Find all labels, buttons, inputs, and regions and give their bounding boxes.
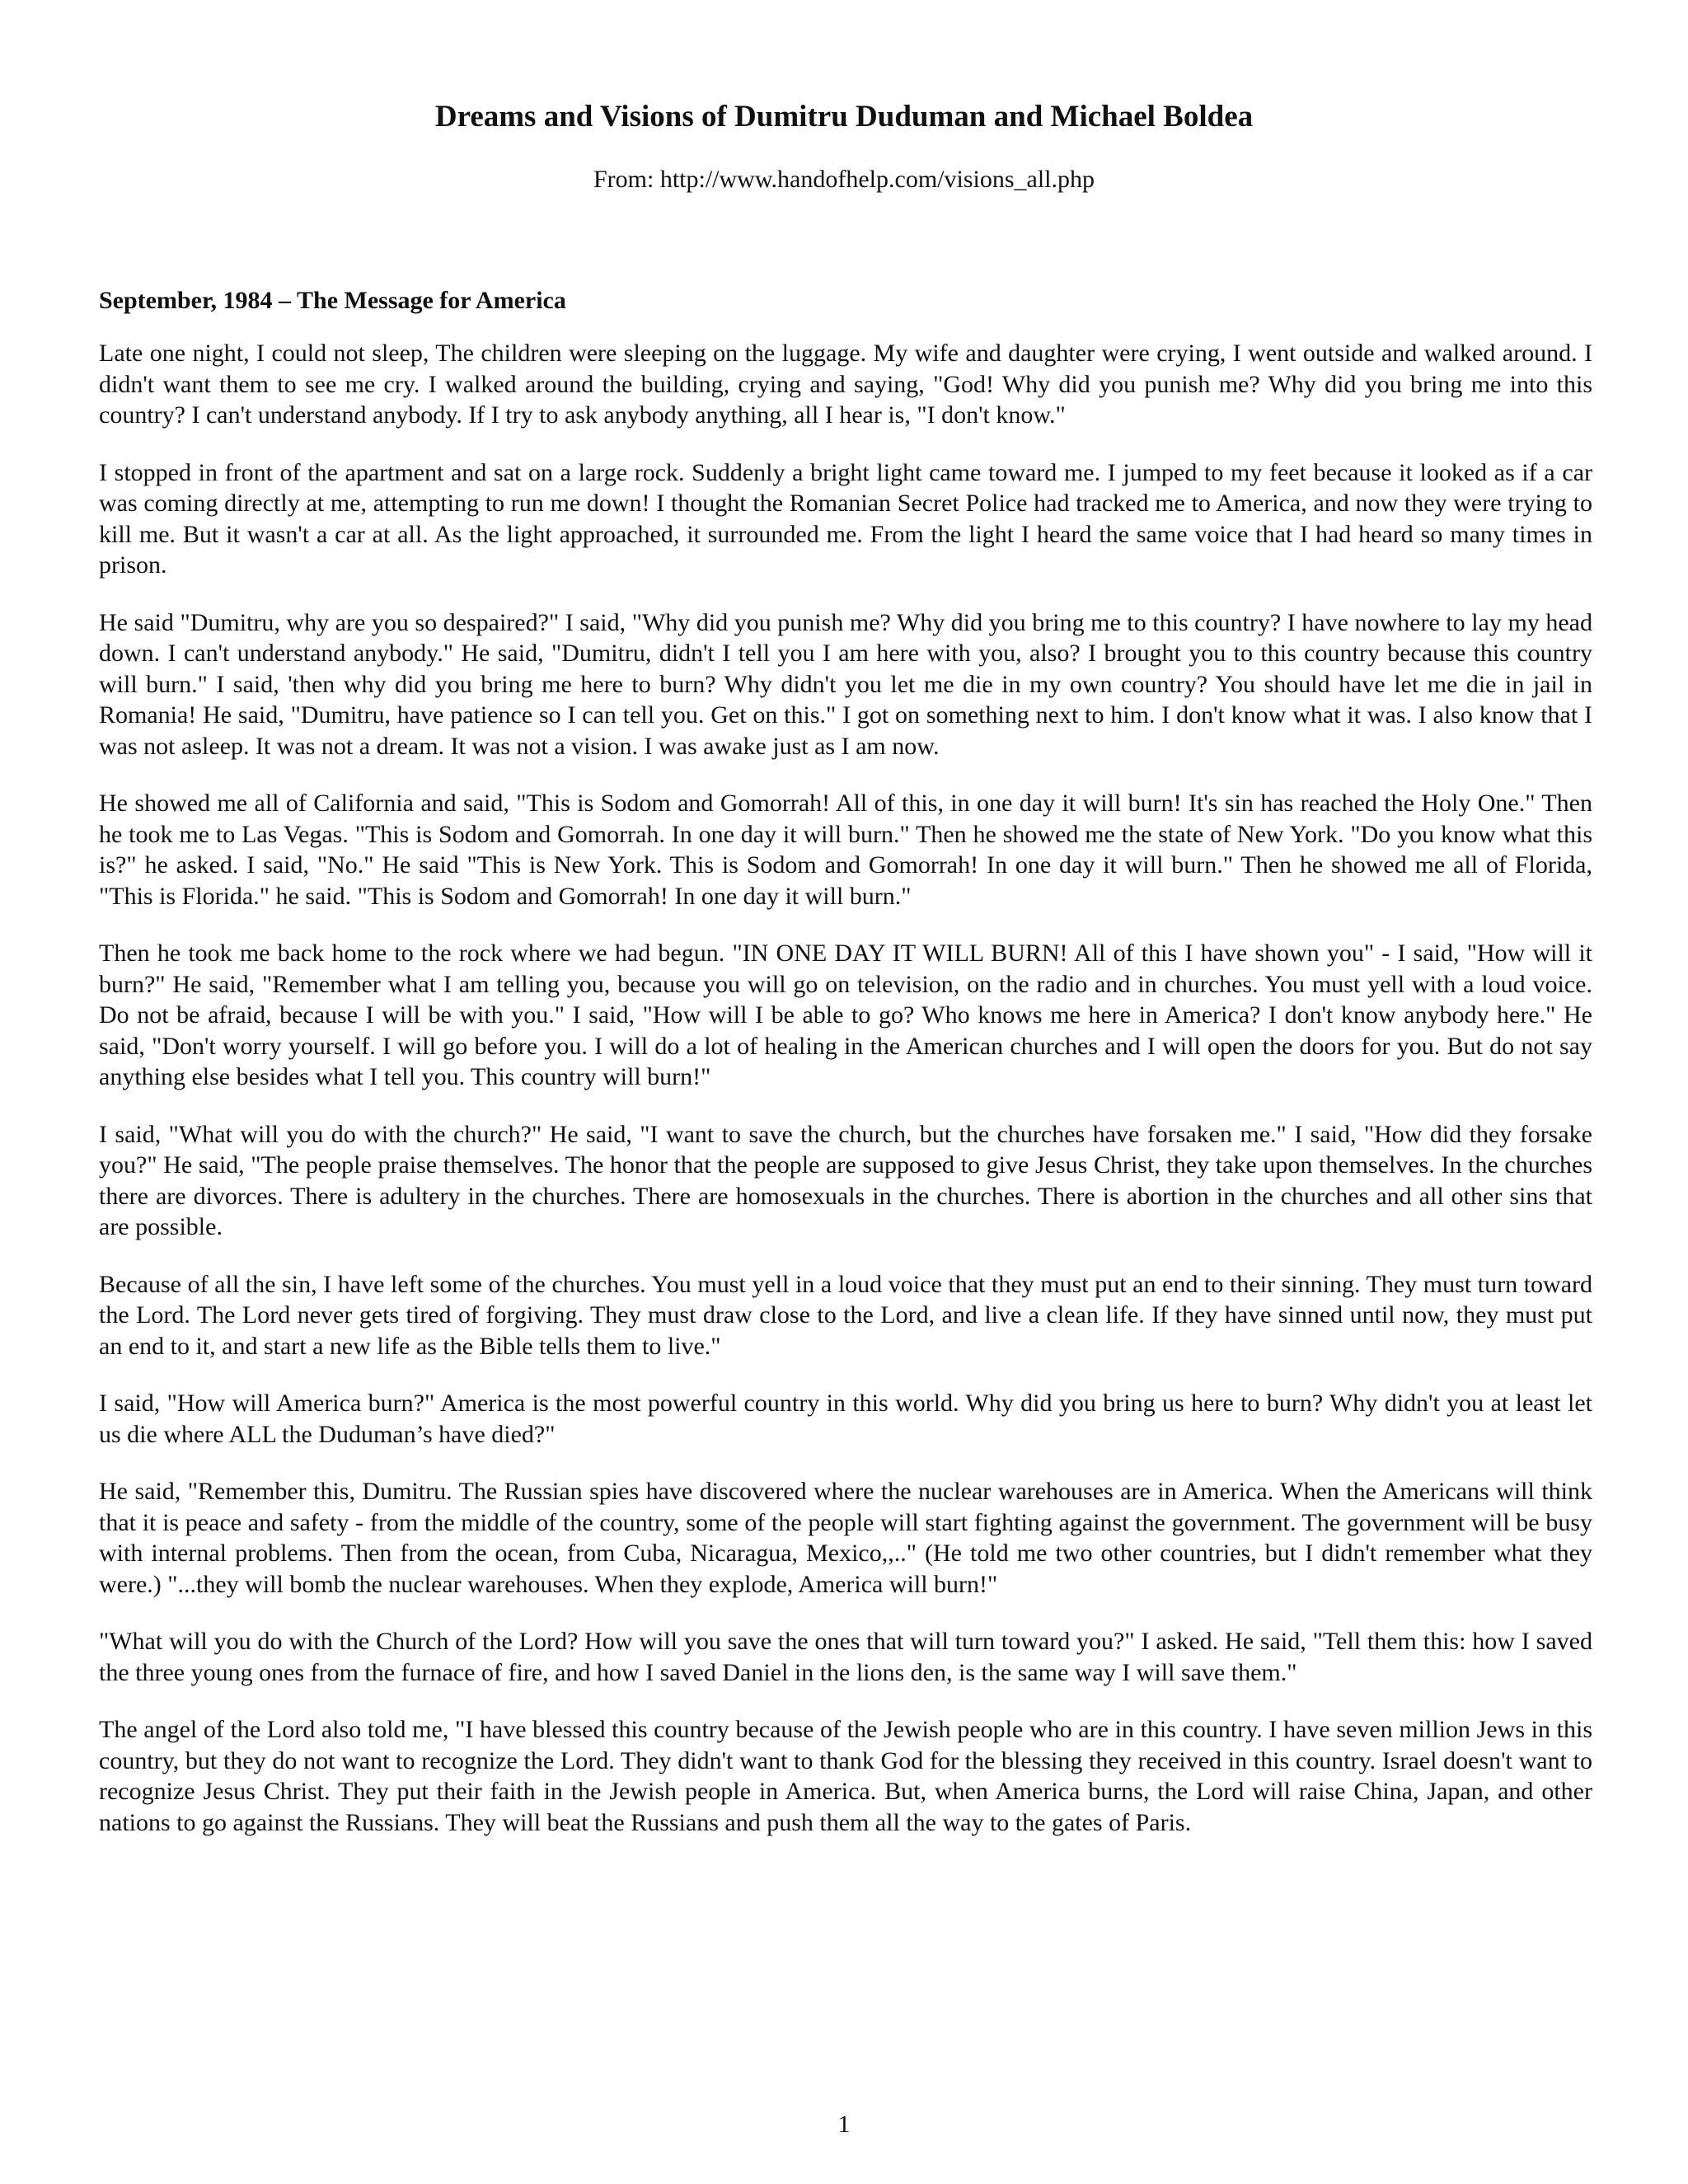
paragraph-6: I said, "What will you do with the church?" He said, "I want to save the church, but the churches have forsaken me." I said, "How did they forsake you?" He said, "The people praise themselves. The honor that the people are supposed to give Jesus Christ, they take upon themselves. In the churches there are divorces. There is adultery in the churches. There are homosexuals in the churches. There is abortion in the churches and all other sins that are possible. <box>99 1120 1592 1240</box>
paragraph-1: Late one night, I could not sleep, The children were sleeping on the luggage. My wife and daughter were crying, I went outside and walked around. I didn't want them to see me cry. I walked around the building, crying and saying, "God! Why did you punish me? Why did you bring me into this country? I can't understand anybody. If I try to ask anybody anything, all I hear is, "I don't know." <box>99 340 1592 429</box>
source-line: From: http://www.handofhelp.com/visions_all.php <box>593 166 1095 193</box>
paragraph-4: He showed me all of California and said, "This is Sodom and Gomorrah! All of this, in one day it will burn! It's sin has reached the Holy One." Then he took me to Las Vegas. "This is Sodom and Gomorrah. In one day it will burn." Then he showed me the state of New York. "Do you know what this is?" he asked. I said, "No." He said "This is New York. This is Sodom and Gomorrah! In one day it will burn." Then he showed me all of Florida, "This is Florida." he said. "This is Sodom and Gomorrah! In one day it will burn." <box>99 790 1592 910</box>
paragraph-2: I stopped in front of the apartment and sat on a large rock. Suddenly a bright light came toward me. I jumped to my feet because it looked as if a car was coming directly at me, attempting to run me down! I thought the Romanian Secret Police had tracked me to America, and now they were trying to kill me. But it wasn't a car at all. As the light approached, it surrounded me. From the light I heard the same voice that I had heard so many times in prison. <box>99 458 1592 579</box>
page-number: 1 <box>837 2111 851 2138</box>
paragraph-7: Because of all the sin, I have left some of the churches. You must yell in a loud voice that they must put an end to their sinning. They must turn toward the Lord. The Lord never gets tired of forgiving. They must draw close to the Lord, and live a clean life. If they have sinned until now, they must put an end to it, and start a new life as the Bible tells them to live." <box>99 1270 1592 1360</box>
paragraph-9: He said, "Remember this, Dumitru. The Russian spies have discovered where the nuclear warehouses are in America. When the Americans will think that it is peace and safety - from the middle of the country, some of the people will start fighting against the government. The government will be busy with internal problems. Then from the ocean, from Cuba, Nicaragua, Mexico,,.." (He told me two other countries, but I didn't remember what they were.) "...they will bomb the nuclear warehouses. When they explode, America will burn!" <box>99 1478 1592 1598</box>
paragraph-8: I said, "How will America burn?" America is the most powerful country in this world. Why did you bring us here to burn? Why didn't you at least let us die where ALL the Duduman’s have died?" <box>99 1390 1592 1448</box>
paragraph-3: He said "Dumitru, why are you so despaired?" I said, "Why did you punish me? Why did you bring me to this country? I have nowhere to lay my head down. I can't understand anybody." He said, "Dumitru, didn't I tell you I am here with you, also? I brought you to this country because this country will burn." I said, 'then why did you bring me here to burn? Why didn't you let me die in my own country? You should have let me die in jail in Romania! He said, "Dumitru, have patience so I can tell you. Get on this." I got on something next to him. I don't know what it was. I also know that I was not asleep. It was not a dream. It was not a vision. I was awake just as I am now. <box>99 608 1592 760</box>
document-body <box>99 285 1592 1864</box>
document-title: Dreams and Visions of Dumitru Duduman and Michael Boldea <box>434 100 1254 134</box>
section-heading: September, 1984 – The Message for America <box>99 287 566 314</box>
paragraph-10: "What will you do with the Church of the Lord? How will you save the ones that will turn toward you?" I asked. He said, "Tell them this: how I saved the three young ones from the furnace of fire, and how I saved Daniel in the lions den, is the same way I will save them." <box>99 1628 1592 1686</box>
paragraph-11: The angel of the Lord also told me, "I have blessed this country because of the Jewish people who are in this country. I have seven million Jews in this country, but they do not want to recognize the Lord. They didn't want to thank God for the blessing they received in this country. Israel doesn't want to recognize Jesus Christ. They put their faith in the Jewish people in America. But, when America burns, the Lord will raise China, Japan, and other nations to go against the Russians. They will beat the Russians and push them all the way to the gates of Paris. <box>99 1716 1592 1836</box>
paragraph-5: Then he took me back home to the rock where we had begun. "IN ONE DAY IT WILL BURN! All of this I have shown you" - I said, "How will it burn?" He said, "Remember what I am telling you, because you will go on television, on the radio and in churches. You must yell with a loud voice. Do not be afraid, because I will be with you." I said, "How will I be able to go? Who knows me here in America? I don't know anybody here." He said, "Don't worry yourself. I will go before you. I will do a lot of healing in the American churches and I will open the doors for you. But do not say anything else besides what I tell you. This country will burn!" <box>99 940 1592 1090</box>
